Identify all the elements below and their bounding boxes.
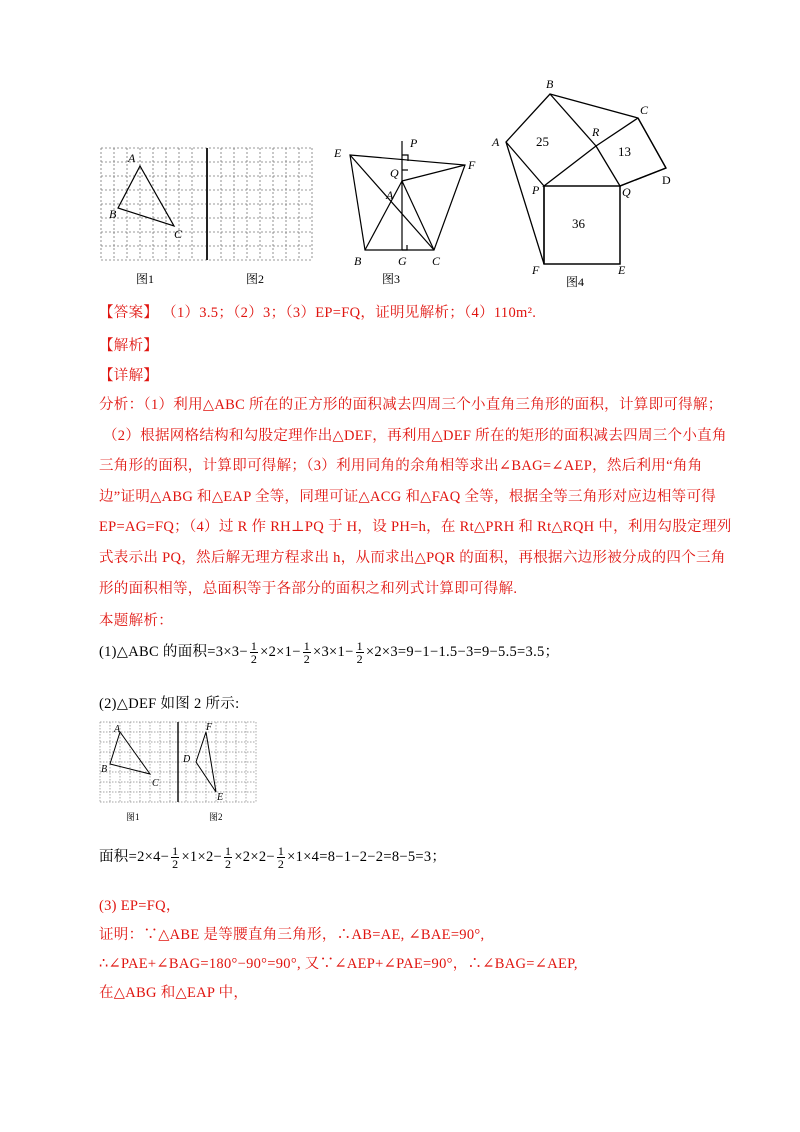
fig4-area-25: 25 [536, 134, 549, 149]
fenxi-line-7: 形的面积相等，总面积等于各部分的面积之和列式计算即可得解. [99, 581, 518, 597]
step3-line-4: 在△ABG 和△EAP 中， [99, 985, 249, 1001]
fig3-label-e: E [334, 146, 342, 160]
fig1-label-c: C [174, 227, 183, 241]
fig3-label-f: F [468, 158, 476, 172]
step2-intro: (2)△DEF 如图 2 所示: [99, 696, 240, 712]
figure-4 [488, 76, 688, 292]
answer-line [99, 301, 536, 322]
small-fig2-caption: 图2 [209, 812, 223, 822]
fig4-label-d: D [662, 173, 671, 187]
fig3-label-c: C [432, 254, 441, 268]
analysis-tag: 【解析】 [99, 338, 159, 354]
fig1-label-a: A [128, 151, 136, 165]
fraction: $\frac{1}{2}$ [172, 844, 179, 872]
fig4-label-q: Q [622, 185, 631, 199]
small-label-b: B [101, 764, 108, 775]
fig3-label-b: B [354, 254, 362, 268]
fenxi-line-6: 式表示出 PQ，然后解无理方程求出 h，从而求出△PQR 的面积，再根据六边形被分成的四个三角 [99, 550, 726, 566]
fig3-label-q: Q [390, 166, 399, 180]
fraction: $\frac{1}{2}$ [225, 844, 232, 872]
fig3-caption: 图3 [382, 272, 401, 286]
fenxi-line-1: 分析：（1）利用△ABC 所在的正方形的面积减去四周三个小直角三角形的面积，计算即可得解； [99, 397, 723, 413]
fig4-label-e: E [618, 263, 626, 277]
fig3-label-p: P [410, 136, 418, 150]
fig4-area-13: 13 [618, 144, 631, 159]
small-label-a: A [114, 724, 121, 735]
small-grid-figure [96, 718, 266, 830]
detail-tag: 【详解】 [99, 368, 159, 384]
figure-3 [330, 135, 480, 290]
step1-line: (1)△ABC 的面积=3×3− $\frac{1}{2}$ ×2×1− $\frac{1}{2}$ ×3×1− $\frac{1}{2}$ ×2×3=9−1−1.5−3=9−5.5=3.5； [99, 639, 560, 667]
fig3-label-g: G [398, 254, 407, 268]
small-label-d: D [183, 754, 191, 765]
fraction: $\frac{1}{2}$ [356, 639, 363, 667]
small-label-f: F [206, 722, 213, 733]
fenxi-line-3: 三角形的面积，计算即可得解；（3）利用同角的余角相等求出∠BAG=∠AEP，然后利用“角角 [99, 458, 703, 474]
fig2-caption: 图2 [246, 272, 265, 286]
fig3-label-a: A [386, 188, 394, 202]
step3-line-2: 证明：∵△ABE 是等腰直角三角形，∴AB=AE, ∠BAE=90°, [99, 927, 485, 943]
fenxi-line-4: 边”证明△ABG 和△EAP 全等，同理可证△ACG 和△FAQ 全等，根据全等三角形对应边相等可得 [99, 489, 717, 505]
grid-figure-1-2 [96, 140, 318, 290]
step3-line-3: ∴∠PAE+∠BAG=180°−90°=90°, 又∵∠AEP+∠PAE=90°，∴∠BAG=∠AEP, [99, 956, 578, 972]
fig4-area-36: 36 [572, 216, 585, 231]
fig4-label-c: C [640, 103, 649, 117]
fig4-label-f: F [532, 263, 540, 277]
fraction: $\frac{1}{2}$ [277, 844, 285, 872]
answer-text: （1）3.5；（2）3；（3）EP=FQ，证明见解析；（4）110m². [162, 305, 537, 321]
fig4-label-p: P [532, 183, 540, 197]
benti-jiexi: 本题解析： [99, 613, 173, 629]
fig4-label-a: A [492, 135, 500, 149]
fenxi-line-2: （2）根据网格结构和勾股定理作出△DEF，再利用△DEF 所在的矩形的面积减去四周三个小直角 [103, 428, 727, 444]
small-label-c: C [152, 778, 159, 789]
answer-tag: 【答案】 [99, 305, 159, 321]
fraction: $\frac{1}{2}$ [303, 639, 311, 667]
fig1-label-b: B [109, 207, 117, 221]
fenxi-line-5: EP=AG=FQ；（4）过 R 作 RH⊥PQ 于 H，设 PH=h，在 Rt△PRH 和 Rt△RQH 中，利用勾股定理列 [99, 519, 732, 535]
fig4-caption: 图4 [566, 275, 585, 289]
fraction: $\frac{1}{2}$ [250, 639, 258, 667]
fig4-label-b: B [546, 77, 554, 91]
fig4-label-r: R [592, 125, 600, 139]
step2-area-line: 面积=2×4− $\frac{1}{2}$ ×1×2− $\frac{1}{2}$ ×2×2− $\frac{1}{2}$ ×1×4=8−1−2−2=8−5=3； [99, 844, 447, 872]
step3-line-1: (3) EP=FQ， [99, 898, 181, 914]
fig1-caption: 图1 [136, 272, 155, 286]
small-fig1-caption: 图1 [126, 812, 140, 822]
small-label-e: E [217, 792, 224, 803]
